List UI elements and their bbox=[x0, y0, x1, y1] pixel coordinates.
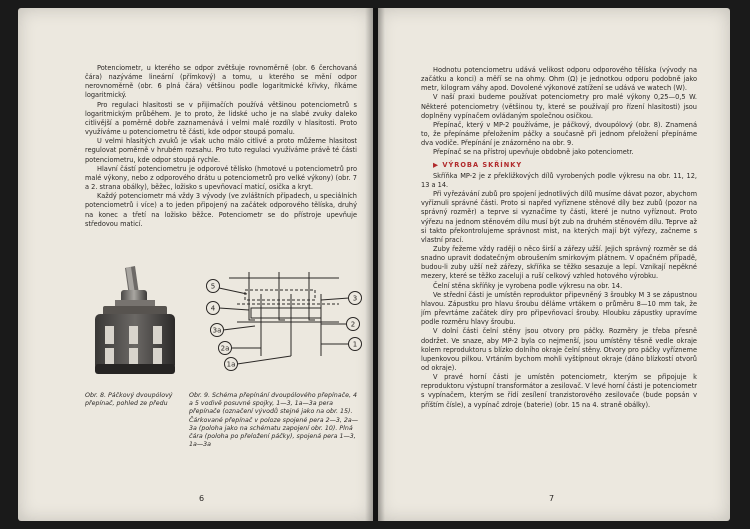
page-number: 7 bbox=[549, 494, 555, 503]
fig9-label: 4 bbox=[210, 304, 216, 313]
paragraph: U velmi hlasitých zvuků je však ucho málo citlivé a proto můžeme hlasitost regulovat poměrně v hrubém rozsahu. Pro tuto regulaci využíváme právě té části potenciometru, kde odpor stoupá rychle. bbox=[85, 137, 357, 164]
fig9-label: 1 bbox=[352, 340, 358, 349]
section-title: VÝROBA SKŘÍNKY bbox=[442, 160, 523, 169]
paragraph: Přepínač se na přístroj upevňuje obdobně jako potenciometr. bbox=[433, 148, 634, 157]
triangle-bullet-icon: ▶ bbox=[433, 160, 443, 169]
book-gutter bbox=[365, 8, 385, 521]
fig9-label: 2 bbox=[350, 320, 356, 329]
paragraph: Každý potenciometr má vždy 3 vývody (ve zvláštních případech, u speciálních potenciometrů i více) a to jeden připojený na začátek odporového tělíska, druhý na konec a třetí na ložisko běžce. Potenciometr se do přístroje upevňuje středovou maticí. bbox=[85, 192, 357, 228]
paragraph: Potenciometr, u kterého se odpor zvětšuje rovnoměrně (obr. 6 čerchovaná čára) nazýváme lineární (přímkový) a tomu, u kterého se mění odpor nerovnoměrně (obr. 6 plná čára) většinou podle logaritmické křivky, říkáme logaritmický. bbox=[85, 64, 357, 100]
fig9-label: 3a bbox=[212, 326, 222, 335]
fig9-label: 1a bbox=[226, 360, 236, 369]
paragraph: Ve střední části je umístěn reproduktor připevněný 3 šroubky M 3 se zápustnou hlavou. Zápustku pro hlavu šroubu děláme vrtákem o průměru 8—10 mm tak, že jím převrtáme začátek díry pro připevňovací šrouby. Hloubku zápustky upravíme podle rozměru hlavy šroubu. bbox=[421, 290, 697, 327]
left-page bbox=[18, 8, 373, 521]
paragraph: Zuby řežeme vždy raději o něco širší a zářezy užší. Jejich správný rozměr se dá snadno upravit dodatečným obroušením smirkovým plátnem. V opačném případě, budou-li zuby užší než zářezy, skříňka se těžko sesazuje a lepí. Vznikají nepěkné mezery, které se těžko zaceluji a ruší celkový vzhled hotového výrobku. bbox=[421, 244, 697, 281]
right-page-body bbox=[421, 66, 697, 410]
paragraph: Skříňka MP-2 je z překližkových dílů vyrobených podle výkresu na obr. 11, 12, 13 a 14. bbox=[421, 171, 697, 189]
fig9-label: 2a bbox=[220, 344, 230, 353]
paragraph: V naší praxi budeme používat potenciometry pro malé výkony 0,25—0,5 W. Některé potenciometry (většinou ty, které se používají pro řízení hlasitosti) jsou doplněny vypínačem ovládaným společnou osičkou. bbox=[421, 93, 697, 120]
paragraph: Pro regulaci hlasitosti se v přijimačích používá většinou potenciometrů s logaritmickým průběhem. Je to proto, že lidské ucho je na slabé zvuky daleko citlivější a poměrně dobře zaznamenává i velmi malé rozdíly v hlasitosti. Proto využíváme u potenciometru tě části, kde odpor stoupá pomalu. bbox=[85, 100, 357, 137]
toggle-switch-photo bbox=[85, 264, 190, 386]
fig9-label: 3 bbox=[352, 294, 358, 303]
figure-9-caption: Obr. 9. Schéma přepínání dvoupólového přepínače, 4 a 5 vodivě posuvné spojky, 1—3, 1a—3a pera přepínače (označení vývodů stejné jako na obr. 15). Čárkované přepínač v poloze spojené pera 2—3, 2a—3a (poloha jako na schématu zapojení obr. 10). Plná čára (poloha po přeložení páčky), spojená pera 1—3, 1a—3a bbox=[189, 392, 359, 449]
figure-8-caption: Obr. 8. Páčkový dvoupólový přepínač, pohled ze předu bbox=[85, 392, 173, 408]
paragraph: Při vyřezávání zubů pro spojení jednotlivých dílů musíme dávat pozor, abychom vyříznuli správné části. Proto si napřed vyříznene stěnové díly bez zubů (pozor na správný rozměr) a teprve si vyznačíme ty části, které je nutno vyříznout. Proto výřezu na jednom stěnovém dílu musí být zub na druhém stěnovém dílu. Teprve až si takto překontrolujeme správnost mist, na kterých mají být výřezy, začneme s vlastní prací. bbox=[421, 190, 697, 244]
paragraph: V dolní části čelní stěny jsou otvory pro páčky. Rozměry je třeba přesně dodržet. Ve snaze, aby MP-2 byla co nejmenší, jsou umístěny těsně vedle okraje kolem reproduktoru s blízko dolního okraje čelní stěny. Otvory pro páčky vyřízneme lupenkovou pilkou. Vrtáním bychom mohli vyštípnout okraje (dáno blízkostí otvorů od okraje). bbox=[421, 327, 697, 372]
section-heading bbox=[421, 161, 697, 170]
fig9-label: 5 bbox=[210, 282, 216, 291]
paragraph: Hodnotu potenciometru udává velikost odporu odporového tělíska (vývody na začátku a konci) a měří se na ohmy. Ohm (Ω) je jednotkou odporu podobně jako metr, kilogram váhy apod. Dovolené výkonové zatížení se udává ve watech (W). bbox=[421, 66, 697, 93]
switch-schematic-diagram bbox=[189, 264, 365, 386]
right-page bbox=[378, 8, 730, 521]
paragraph: Čelní stěna skříňky je vyrobena podle výkresu na obr. 14. bbox=[433, 281, 623, 290]
paragraph: Hlavní částí potenciometru je odporové tělísko (hmotové u potenciometrů pro malé výkony, nebo z odporového drátu u potenciometrů pro velké výkony) (obr. 7 a 2. strana obálky), běžec, ložisko s upevňovací maticí, osička a kryt. bbox=[85, 164, 357, 192]
paragraph: V pravé horní části je umístěn potenciometr, kterým se připojuje k reproduktoru výstupní transformátor a zesilovač. V levé horní části je potenciometr s vypínačem, kterým se řídí zesílení tranzistorového zesilovače (bude popsán v příštím čísle), a vypínač zdroje (baterie) (obr. 15 na 4. straně obálky). bbox=[421, 373, 697, 409]
paragraph: Přepínač, který v MP-2 používáme, je páčkový, dvoupólový (obr. 8). Znamená to, že přepínáme přeložením páčky a současně při jednom přeložení přepínáme dva vodiče. Přepínání je znázorněno na obr. 9. bbox=[421, 120, 697, 148]
left-page-body bbox=[85, 64, 357, 229]
page-number: 6 bbox=[199, 494, 205, 503]
